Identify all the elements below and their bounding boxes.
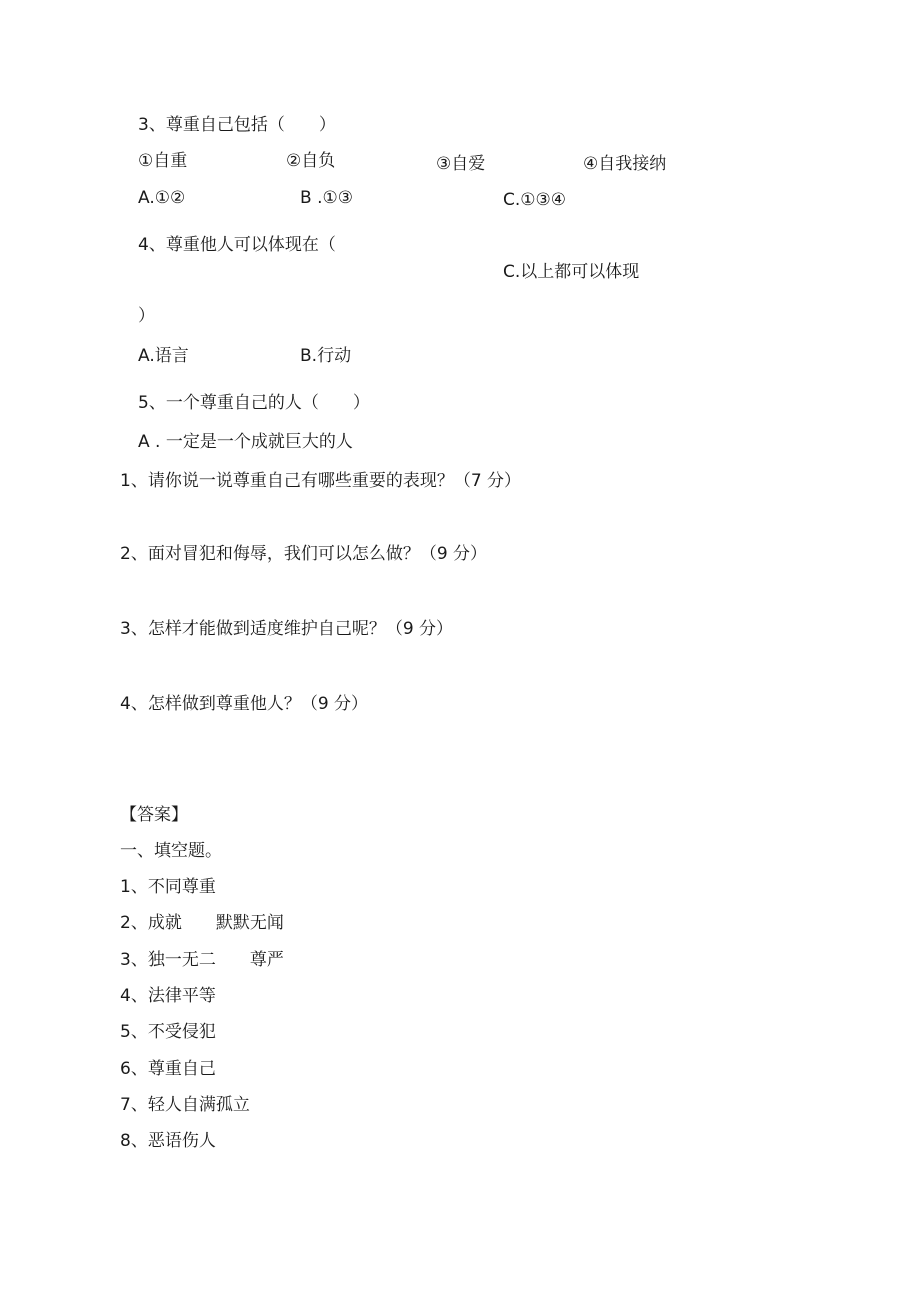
answer-item-1: 1、不同尊重	[120, 877, 216, 897]
answer-item-3: 3、独一无二 尊严	[120, 950, 284, 970]
question-3-option-a: A.①②	[138, 188, 186, 208]
answer-item-6: 6、尊重自己	[120, 1059, 216, 1079]
question-4-option-a: A.语言	[138, 346, 189, 366]
question-3-stem: 3、尊重自己包括（ ）	[138, 115, 336, 135]
question-4-stem: 4、尊重他人可以体现在（	[138, 235, 336, 255]
question-5-option-a: A . 一定是一个成就巨大的人	[138, 432, 353, 452]
answer-item-5: 5、不受侵犯	[120, 1022, 216, 1042]
answer-item-8: 8、恶语伤人	[120, 1131, 216, 1151]
question-3-option-c: C.①③④	[503, 190, 566, 210]
question-3-item-1: ①自重	[138, 151, 188, 171]
answer-section-title: 一、填空题。	[120, 841, 222, 861]
answer-item-4: 4、法律平等	[120, 986, 216, 1006]
question-3-item-4: ④自我接纳	[583, 154, 667, 174]
short-answer-question-3: 3、怎样才能做到适度维护自己呢？（9 分）	[120, 619, 454, 639]
question-5-stem: 5、一个尊重自己的人（ ）	[138, 393, 370, 413]
short-answer-question-4: 4、怎样做到尊重他人？（9 分）	[120, 694, 369, 714]
question-4-option-b: B.行动	[300, 346, 352, 366]
question-3-item-2: ②自负	[286, 151, 336, 171]
question-3-option-b: B .①③	[300, 188, 353, 208]
answer-item-7: 7、轻人自满孤立	[120, 1095, 250, 1115]
answer-heading: 【答案】	[120, 805, 188, 825]
short-answer-question-1: 1、请你说一说尊重自己有哪些重要的表现？（7 分）	[120, 471, 522, 491]
question-4-close-paren: ）	[138, 306, 155, 326]
question-3-item-3: ③自爱	[436, 154, 486, 174]
answer-item-2: 2、成就 默默无闻	[120, 913, 284, 933]
question-4-option-c: C.以上都可以体现	[503, 262, 640, 282]
short-answer-question-2: 2、面对冒犯和侮辱，我们可以怎么做？（9 分）	[120, 544, 488, 564]
